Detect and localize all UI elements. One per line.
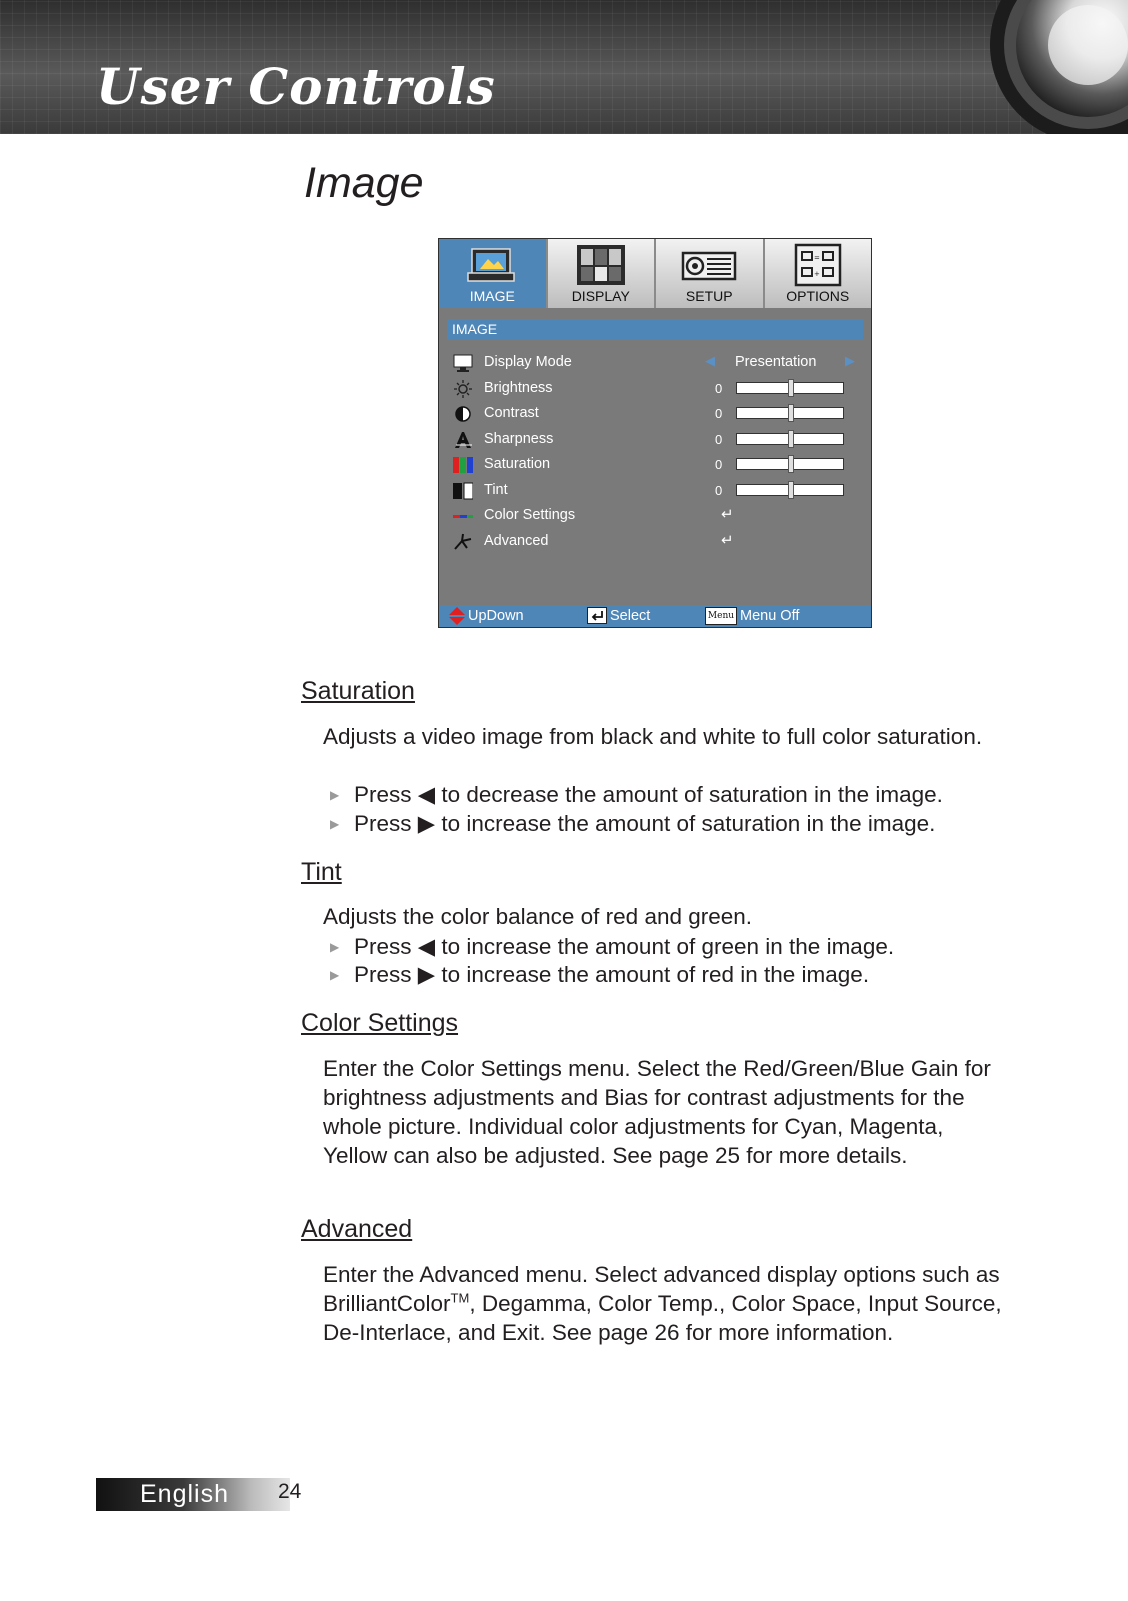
contrast-value: 0	[715, 406, 723, 421]
color-settings-icon	[453, 507, 473, 525]
osd-row-label: Color Settings	[484, 507, 576, 523]
setup-tab-icon	[681, 243, 737, 287]
osd-row-brightness[interactable]	[453, 378, 863, 400]
tint-value: 0	[715, 483, 723, 498]
saturation-text: Adjusts a video image from black and white to full color saturation.	[323, 724, 983, 749]
advanced-heading: Advanced	[301, 1215, 413, 1243]
contrast-slider[interactable]	[736, 407, 844, 419]
trademark-mark: TM	[450, 1290, 470, 1306]
saturation-bullet-2	[330, 809, 935, 839]
saturation-heading: Saturation	[301, 677, 415, 705]
slider-knob[interactable]	[788, 404, 794, 422]
osd-row-color-settings[interactable]	[453, 505, 863, 527]
osd-row-advanced[interactable]	[453, 531, 863, 553]
menu-key-icon: Menu	[705, 607, 737, 625]
monitor-icon	[453, 354, 473, 372]
advanced-text-start: Enter the Advanced menu. Select advanced display options such as BrilliantColor	[323, 1262, 1000, 1316]
advanced-icon	[453, 533, 473, 551]
page-header	[0, 0, 1128, 134]
osd-tabs	[439, 239, 871, 308]
updown-arrows-icon	[449, 607, 465, 625]
tab-display-label: DISPLAY	[571, 288, 630, 304]
saturation-bullet-1	[330, 780, 943, 810]
osd-row-label: Contrast	[484, 405, 539, 421]
bullet-marker-icon: ▶	[330, 940, 340, 954]
tab-image-label: IMAGE	[469, 288, 515, 304]
language-tab	[96, 1478, 290, 1511]
osd-menu	[438, 238, 872, 628]
enter-icon[interactable]: ↵	[721, 532, 734, 549]
osd-footer	[439, 605, 871, 627]
tab-image[interactable]	[439, 239, 548, 308]
bullet-text: Press ▶ to increase the amount of red in the image.	[354, 962, 870, 987]
osd-row-display-mode[interactable]	[453, 352, 863, 374]
slider-knob[interactable]	[788, 379, 794, 397]
enter-icon[interactable]: ↵	[721, 506, 734, 523]
select-hint	[587, 607, 650, 624]
left-arrow-icon[interactable]: ◀	[705, 353, 715, 368]
osd-heading: IMAGE	[447, 319, 863, 340]
sharpness-slider[interactable]	[736, 433, 844, 445]
select-label: Select	[610, 607, 651, 624]
slider-knob[interactable]	[788, 455, 794, 473]
osd-row-label: Saturation	[484, 456, 551, 472]
osd-row-contrast[interactable]	[453, 403, 863, 425]
language-label: English	[140, 1480, 229, 1508]
image-tab-icon	[464, 243, 520, 287]
tint-slider[interactable]	[736, 484, 844, 496]
right-arrow-icon[interactable]: ▶	[845, 353, 855, 368]
display-mode-value: Presentation	[735, 354, 817, 370]
sharpness-icon	[453, 431, 473, 449]
menu-off-label: Menu Off	[740, 608, 800, 624]
section-title: Image	[304, 159, 424, 207]
bullet-marker-icon: ▶	[330, 817, 340, 831]
color-settings-text: Enter the Color Settings menu. Select the Red/Green/Blue Gain for brightness adjustments and Bias for contrast adjustments for the whole picture. Individual color adjustments for Cyan, Magenta, Yellow can also be adjusted. See page 25 for more details.	[323, 1056, 991, 1168]
header-title: User Controls	[96, 57, 496, 116]
tint-text: Adjusts the color balance of red and green.	[323, 904, 753, 929]
osd-row-tint[interactable]	[453, 480, 863, 502]
saturation-value: 0	[715, 457, 723, 472]
bullet-text: Press ◀ to decrease the amount of saturation in the image.	[354, 782, 943, 807]
svg-text:+: +	[813, 270, 820, 278]
lens-graphic	[968, 0, 1128, 134]
tab-display[interactable]	[548, 239, 657, 308]
saturation-slider[interactable]	[736, 458, 844, 470]
osd-row-sharpness[interactable]	[453, 429, 863, 451]
options-tab-icon	[790, 243, 846, 287]
brightness-slider[interactable]	[736, 382, 844, 394]
saturation-icon	[453, 456, 473, 474]
bullet-text: Press ◀ to increase the amount of green in the image.	[354, 934, 895, 959]
enter-key-icon	[587, 607, 607, 624]
display-tab-icon	[573, 243, 629, 287]
osd-row-saturation[interactable]	[453, 454, 863, 476]
bullet-text: Press ▶ to increase the amount of saturation in the image.	[354, 811, 936, 836]
tab-options[interactable]	[765, 239, 872, 308]
slider-knob[interactable]	[788, 430, 794, 448]
osd-row-label: Advanced	[484, 533, 549, 549]
contrast-icon	[453, 405, 473, 423]
bullet-marker-icon: ▶	[330, 788, 340, 802]
advanced-text	[323, 1260, 1003, 1347]
osd-row-label: Display Mode	[484, 354, 572, 370]
page-number: 24	[278, 1480, 302, 1503]
tab-options-label: OPTIONS	[786, 288, 850, 304]
color-settings-heading: Color Settings	[301, 1009, 459, 1037]
sun-icon	[453, 380, 473, 398]
updown-hint	[449, 607, 524, 625]
tint-icon	[453, 482, 473, 500]
osd-row-label: Tint	[484, 482, 508, 498]
tint-bullet-2	[330, 960, 869, 990]
tab-setup-label: SETUP	[685, 288, 733, 304]
brightness-value: 0	[715, 381, 723, 396]
tab-setup[interactable]	[656, 239, 765, 308]
slider-knob[interactable]	[788, 481, 794, 499]
advanced-text-end: , Degamma, Color Temp., Color Space, Input Source, De-Interlace, and Exit. See page 26 for more information.	[323, 1291, 1002, 1345]
sharpness-value: 0	[715, 432, 723, 447]
osd-row-label: Brightness	[484, 380, 553, 396]
updown-label: UpDown	[468, 608, 524, 624]
svg-text:=: =	[813, 254, 820, 262]
tint-bullet-1	[330, 932, 894, 962]
bullet-marker-icon: ▶	[330, 968, 340, 982]
tint-heading: Tint	[301, 858, 342, 886]
menu-off-hint	[705, 607, 799, 625]
osd-row-label: Sharpness	[484, 431, 554, 447]
